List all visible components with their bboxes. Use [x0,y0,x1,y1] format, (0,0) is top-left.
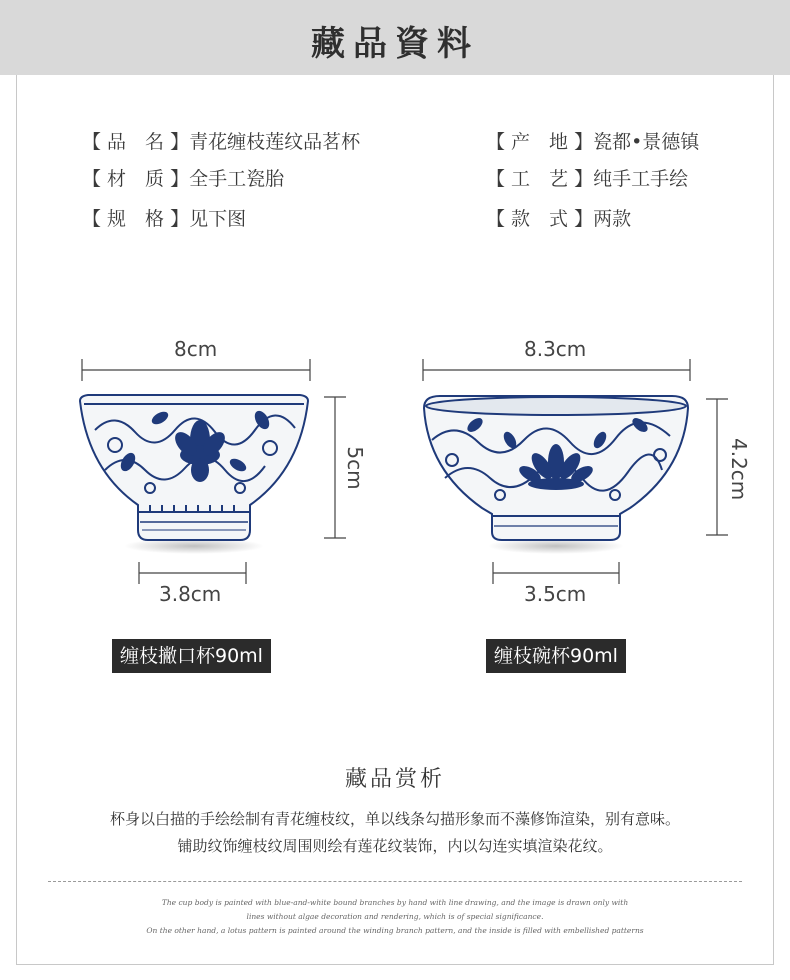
spec-craft: 【 工 艺 】纯手工手绘 [486,168,689,190]
appreciation-text-line-1: 杯身以白描的手绘绘制有青花缠枝纹，单以线条勾描形象而不藻修饰渲染，别有意味。 [109,810,680,828]
flared-cup-model-label: 缠枝撇口杯90ml [112,639,271,673]
spec-product-name: 【 品 名 】青花缠枝莲纹品茗杯 [82,131,361,153]
bowl-cup-base-label: 3.5cm [524,582,587,606]
spec-style: 【 款 式 】两款 [486,208,632,230]
section-divider [48,881,742,882]
spec-material: 【 材 质 】全手工瓷胎 [82,168,285,190]
page-title: 藏品資料 [311,24,479,64]
spec-origin: 【 产 地 】瓷都•景德镇 [486,131,700,153]
english-text-line-2: lines without algae decoration and rendering, which is of special significance. [246,912,544,921]
flared-cup-image [80,395,308,554]
english-text-line-3: On the other hand, a lotus pattern is painted around the winding branch pattern, and the inside is filled with embellished patterns [146,926,644,935]
bowl-cup-model-label: 缠枝碗杯90ml [486,639,626,673]
bowl-cup-height-label: 4.2cm [727,438,751,501]
appreciation-text-line-2: 铺助纹饰缠枝纹周围则绘有莲花纹装饰，内以勾连实填渲染花纹。 [177,837,613,855]
flared-cup-height-label: 5cm [343,446,367,490]
flared-cup-width-label: 8cm [174,337,218,361]
spec-size: 【 规 格 】见下图 [82,208,247,230]
appreciation-title: 藏品赏析 [344,767,445,792]
english-text-line-1: The cup body is painted with blue-and-white bound branches by hand with line drawing, and the image is drawn only with [161,898,629,907]
flared-cup-base-label: 3.8cm [159,582,222,606]
bowl-cup-image [424,396,688,554]
bowl-cup-width-label: 8.3cm [524,337,587,361]
